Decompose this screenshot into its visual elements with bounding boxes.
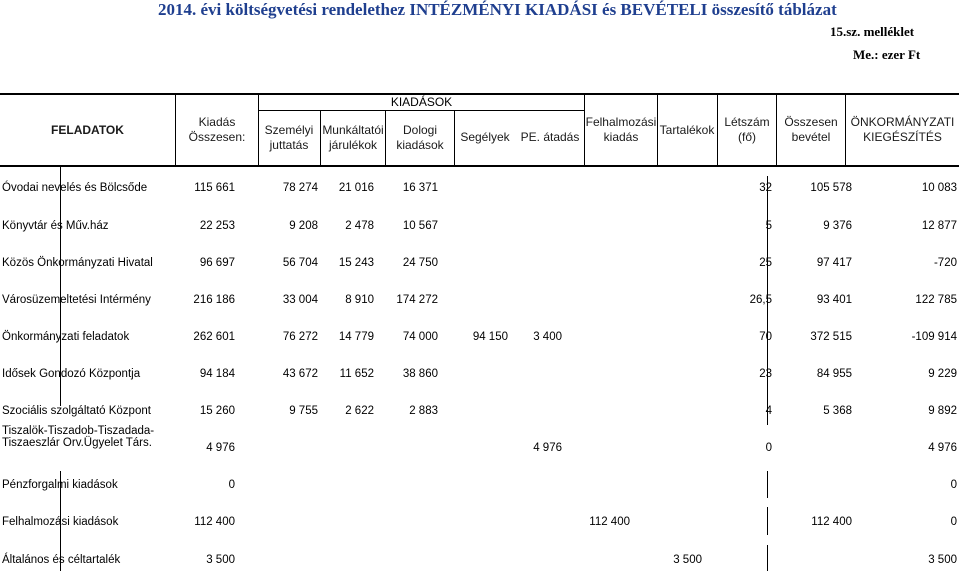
cell-name-line2: Tiszaeszlár Orv.Ügyelet Társ. bbox=[2, 437, 152, 449]
cell-dol: 2 883 bbox=[409, 405, 438, 417]
col-dologi: Dologi kiadások bbox=[396, 122, 444, 152]
cell-let: 5 bbox=[765, 220, 772, 232]
grid-line bbox=[767, 471, 768, 498]
table-row bbox=[0, 424, 959, 454]
table-row bbox=[0, 515, 959, 529]
cell-dol: 10 567 bbox=[402, 220, 438, 232]
grid-line bbox=[60, 471, 61, 571]
cell-dol: 174 272 bbox=[396, 294, 438, 306]
page-title: 2014. évi költségvetési rendelethez INTÉZMÉNYI KIADÁSI és BEVÉTELI összesítő táblázat bbox=[158, 0, 837, 19]
cell-szem: 9 755 bbox=[289, 405, 318, 417]
col-szemelyi: Személyi juttatás bbox=[264, 122, 314, 152]
cell-oss: 97 417 bbox=[816, 257, 852, 269]
cell-oss: 372 515 bbox=[810, 331, 852, 343]
cell-szem: 56 704 bbox=[282, 257, 318, 269]
cell-pe: 3 400 bbox=[533, 331, 562, 343]
cell-dol: 24 750 bbox=[402, 257, 438, 269]
cell-onk: 0 bbox=[950, 479, 957, 491]
cell-seg: 94 150 bbox=[472, 331, 508, 343]
cell-total: 4 976 bbox=[206, 442, 235, 454]
cell-munk: 21 016 bbox=[338, 182, 374, 194]
cell-onk: 0 bbox=[950, 516, 957, 528]
table-header bbox=[0, 93, 959, 167]
cell-let: 4 bbox=[765, 405, 772, 417]
col-osszesen-bevetel: Összesen bevétel bbox=[784, 115, 838, 144]
cell-munk: 11 652 bbox=[339, 368, 374, 380]
col-pe-atadas: PE. átadás bbox=[520, 130, 580, 144]
cell-total: 3 500 bbox=[206, 554, 235, 566]
grid-line bbox=[767, 545, 768, 571]
cell-onk: 4 976 bbox=[928, 442, 957, 454]
cell-oss: 5 368 bbox=[823, 405, 852, 417]
col-tartalekok: Tartalékok bbox=[659, 122, 715, 137]
table-row bbox=[0, 478, 959, 492]
cell-oss: 105 578 bbox=[810, 182, 852, 194]
col-letszam: Létszám (fő) bbox=[724, 115, 770, 144]
cell-onk: 122 785 bbox=[915, 294, 957, 306]
col-onkormanyzati: ÖNKORMÁNYZATI KIEGÉSZÍTÉS bbox=[850, 115, 955, 144]
cell-dol: 38 860 bbox=[402, 368, 438, 380]
cell-let: 25 bbox=[759, 257, 772, 269]
cell-total: 94 184 bbox=[199, 368, 235, 380]
cell-onk: 12 877 bbox=[921, 220, 957, 232]
col-munkaltatoi: Munkáltatói járulékok bbox=[322, 122, 384, 152]
cell-total: 216 186 bbox=[193, 294, 235, 306]
cell-onk: 9 229 bbox=[928, 368, 957, 380]
cell-name: Könyvtár és Műv.ház bbox=[2, 220, 109, 232]
cell-name: Óvodai nevelés és Bölcsőde bbox=[2, 182, 148, 194]
cell-onk: -109 914 bbox=[911, 331, 957, 343]
table-row bbox=[0, 367, 959, 381]
cell-felh: 112 400 bbox=[589, 516, 630, 528]
table-row bbox=[0, 404, 959, 418]
cell-total: 22 253 bbox=[199, 220, 235, 232]
cell-onk: 3 500 bbox=[928, 554, 957, 566]
annex-label: 15.sz. melléklet bbox=[830, 24, 915, 39]
cell-total: 112 400 bbox=[194, 516, 235, 528]
cell-name: Városüzemeltetési Intérmény bbox=[2, 294, 151, 306]
cell-szem: 78 274 bbox=[282, 182, 318, 194]
unit-label: Me.: ezer Ft bbox=[853, 47, 921, 62]
cell-szem: 43 672 bbox=[282, 368, 318, 380]
cell-total: 262 601 bbox=[193, 331, 235, 343]
cell-oss: 9 376 bbox=[823, 220, 852, 232]
col-felhalmozasi: Felhalmozási kiadás bbox=[585, 115, 657, 144]
col-segelyek: Segélyek bbox=[460, 130, 510, 144]
cell-onk: 9 892 bbox=[928, 405, 957, 417]
cell-name: Pénzforgalmi kiadások bbox=[2, 479, 118, 491]
cell-total: 115 661 bbox=[194, 182, 235, 194]
cell-oss: 84 955 bbox=[816, 368, 852, 380]
table-row bbox=[0, 553, 959, 567]
cell-total: 15 260 bbox=[199, 405, 235, 417]
cell-oss: 112 400 bbox=[811, 516, 852, 528]
col-kiadas-osszesen: Kiadás Összesen: bbox=[188, 115, 246, 144]
cell-pe: 4 976 bbox=[533, 442, 562, 454]
cell-onk: 10 083 bbox=[921, 182, 957, 194]
cell-szem: 33 004 bbox=[282, 294, 318, 306]
cell-let: 26,5 bbox=[749, 294, 772, 306]
cell-tart: 3 500 bbox=[673, 554, 702, 566]
cell-szem: 9 208 bbox=[289, 220, 318, 232]
table-row bbox=[0, 181, 959, 195]
cell-name: Szociális szolgáltató Központ bbox=[2, 405, 151, 417]
cell-oss: 93 401 bbox=[816, 294, 852, 306]
grid-line bbox=[767, 507, 768, 535]
cell-munk: 2 622 bbox=[345, 405, 374, 417]
cell-let: 32 bbox=[759, 182, 772, 194]
cell-name: Tiszalök-Tiszadob-Tiszadada- bbox=[2, 425, 155, 437]
cell-szem: 76 272 bbox=[282, 331, 318, 343]
cell-munk: 15 243 bbox=[338, 257, 374, 269]
cell-let: 70 bbox=[759, 331, 772, 343]
table-row bbox=[0, 293, 959, 307]
cell-munk: 8 910 bbox=[345, 294, 374, 306]
cell-onk: -720 bbox=[933, 257, 957, 269]
cell-let: 0 bbox=[765, 442, 772, 454]
cell-dol: 74 000 bbox=[402, 331, 438, 343]
col-group-kiadasok: KIADÁSOK bbox=[259, 95, 584, 111]
cell-total: 96 697 bbox=[199, 257, 235, 269]
cell-munk: 2 478 bbox=[345, 220, 374, 232]
cell-dol: 16 371 bbox=[402, 182, 438, 194]
table-row bbox=[0, 330, 959, 344]
grid-line bbox=[767, 176, 768, 425]
table-row bbox=[0, 256, 959, 270]
cell-munk: 14 779 bbox=[338, 331, 374, 343]
cell-name: Közös Önkormányzati Hivatal bbox=[2, 257, 153, 269]
cell-name: Önkormányzati feladatok bbox=[2, 331, 130, 343]
col-feladatok: FELADATOK bbox=[51, 122, 124, 137]
cell-name: Általános és céltartalék bbox=[2, 554, 121, 566]
cell-name: Idősek Gondozó Központja bbox=[2, 368, 141, 380]
table-row bbox=[0, 219, 959, 233]
cell-name: Felhalmozási kiadások bbox=[2, 516, 119, 528]
cell-total: 0 bbox=[228, 479, 235, 491]
grid-line bbox=[60, 165, 61, 406]
cell-let: 23 bbox=[759, 368, 772, 380]
